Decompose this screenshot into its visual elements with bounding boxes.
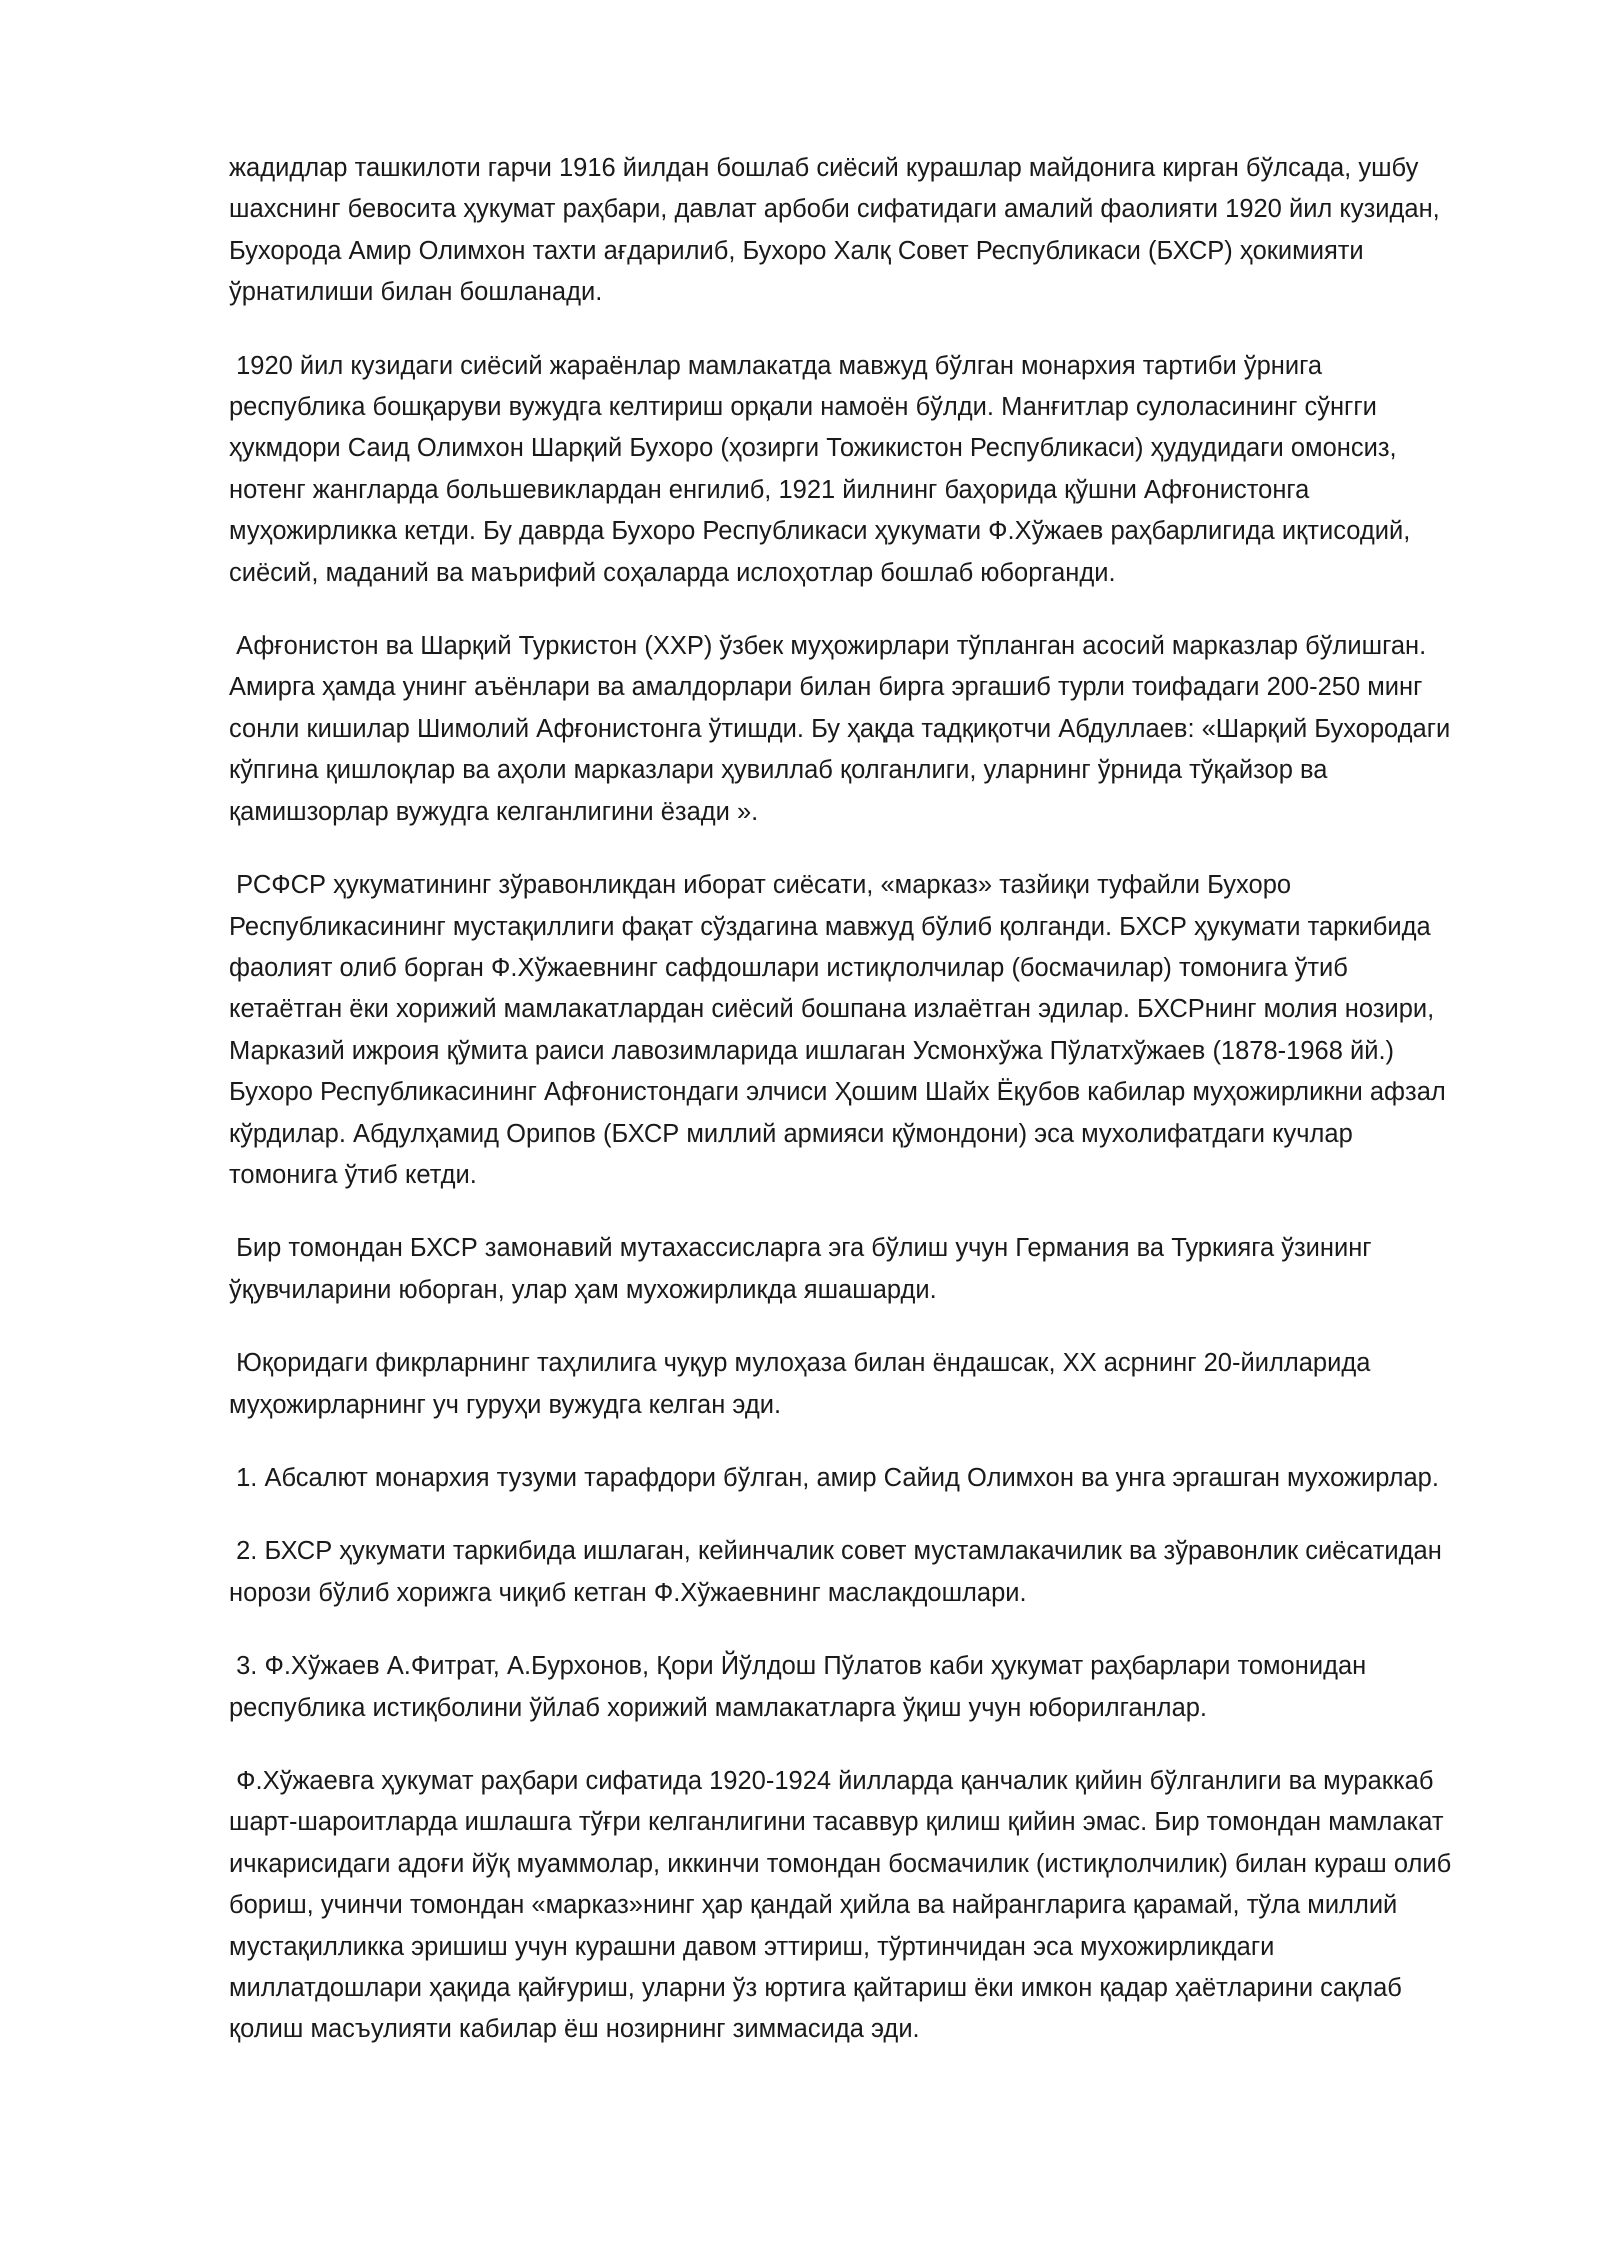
paragraph-1: жадидлар ташкилоти гарчи 1916 йилдан бошлаб сиёсий курашлар майдонига кирган бўлсада, ушбу шахснинг бевосита ҳукумат раҳбари, давлат арбоби сифатидаги амалий фаолияти 1920 йил кузидан, Бухорода Амир Олимхон тахти ағдарилиб, Бухоро Халқ Совет Республикаси (БХСР) ҳокимияти ўрнатилиши билан бошланади.	[229, 154, 1447, 307]
paragraph-4: РСФСР ҳукуматининг зўравонликдан иборат сиёсати, «марказ» тазйиқи туфайли Бухоро Республикасининг мустақиллиги фақат сўздагина мавжуд бўлиб қолганди. БХСР ҳукумати таркибида фаолият олиб борган Ф.Хўжаевнинг сафдошлари истиқлолчилар (босмачилар) томонига ўтиб кетаётган ёки хорижий мамлакатлардан сиёсий бошпана излаётган эдилар. БХСРнинг молия нозири, Марказий ижроия қўмита раиси лавозимларида ишлаган Усмонхўжа Пўлатхўжаев (1878-1968 йй.) Бухоро Республикасининг Афғонистондаги элчиси Ҳошим Шайх Ёқубов кабилар муҳожирликни афзал кўрдилар. Абдулҳамид Орипов (БХСР миллий армияси қўмондони) эса мухолифатдаги кучлар томонига ўтиб кетди.	[229, 871, 1453, 1189]
paragraph-5: Бир томондан БХСР замонавий мутахассисларга эга бўлиш учун Германия ва Туркияга ўзининг ўқувчиларини юборган, улар ҳам мухожирликда яшашарди.	[229, 1234, 1379, 1304]
paragraph-3: Афғонистон ва Шарқий Туркистон (ХХР) ўзбек муҳожирлари тўпланган асосий марказлар бўлишган. Амирга ҳамда унинг аъёнлари ва амалдорлари билан бирга эргашиб турли тоифадаги 200-250 минг сонли кишилар Шимолий Афғонистонга ўтишди. Бу ҳақда тадқиқотчи Абдуллаев: «Шарқий Бухородаги кўпгина қишлоқлар ва аҳоли марказлари ҳувиллаб қолганлиги, уларнинг ўрнида тўқайзор ва қамишзорлар вужудга келганлигини ёзади ».	[229, 632, 1458, 826]
paragraph-6: Юқоридаги фикрларнинг таҳлилига чуқур мулоҳаза билан ёндашсак, ХХ асрнинг 20-йилларида муҳожирларнинг уч гуруҳи вужудга келган эди.	[229, 1349, 1378, 1419]
paragraph-7: Ф.Хўжаевга ҳукумат раҳбари сифатида 1920-1924 йилларда қанчалик қийин бўлганлиги ва мураккаб шарт-шароитларда ишлашга тўғри келганлигини тасаввур қилиш қийин эмас. Бир томондан мамлакат ичкарисидаги адоғи йўқ муаммолар, иккинчи томондан босмачилик (истиқлолчилик) билан кураш олиб бориш, учинчи томондан «марказ»нинг ҳар қандай ҳийла ва найрангларига қарамай, тўла миллий мустақилликка эришиш учун курашни давом эттириш, тўртинчидан эса мухожирликдаги миллатдошлари ҳақида қайғуриш, уларни ўз юртига қайтариш ёки имкон қадар ҳаётларини сақлаб қолиш масъулияти кабилар ёш нозирнинг зиммасида эди.	[229, 1767, 1459, 2044]
document-body	[229, 148, 1464, 2051]
list-item-3: 3. Ф.Хўжаев А.Фитрат, А.Бурхонов, Қори Йўлдош Пўлатов каби ҳукумат раҳбарлари томонидан республика истиқболини ўйлаб хорижий мамлакатларга ўқиш учун юборилганлар.	[229, 1652, 1374, 1722]
list-item-2: 2. БХСР ҳукумати таркибида ишлаган, кейинчалик совет мустамлакачилик ва зўравонлик сиёсатидан норози бўлиб хорижга чиқиб кетган Ф.Хўжаевнинг маслакдошлари.	[229, 1537, 1449, 1607]
list-item-1: 1. Абсалют монархия тузуми тарафдори бўлган, амир Сайид Олимхон ва унга эргашган мухожирлар.	[229, 1463, 1439, 1492]
paragraph-2: 1920 йил кузидаги сиёсий жараёнлар мамлакатда мавжуд бўлган монархия тартиби ўрнига республика бошқаруви вужудга келтириш орқали намоён бўлди. Манғитлар сулоласининг сўнгги ҳукмдори Саид Олимхон Шарқий Бухоро (ҳозирги Тожикистон Республикаси) ҳудудидаги омонсиз, нотенг жангларда большевиклардан енгилиб, 1921 йилнинг баҳорида қўшни Афғонистонга муҳожирликка кетди. Бу даврда Бухоро Республикаси ҳукумати Ф.Хўжаев раҳбарлигида иқтисодий, сиёсий, маданий ва маърифий соҳаларда ислоҳотлар бошлаб юборганди.	[229, 351, 1418, 587]
